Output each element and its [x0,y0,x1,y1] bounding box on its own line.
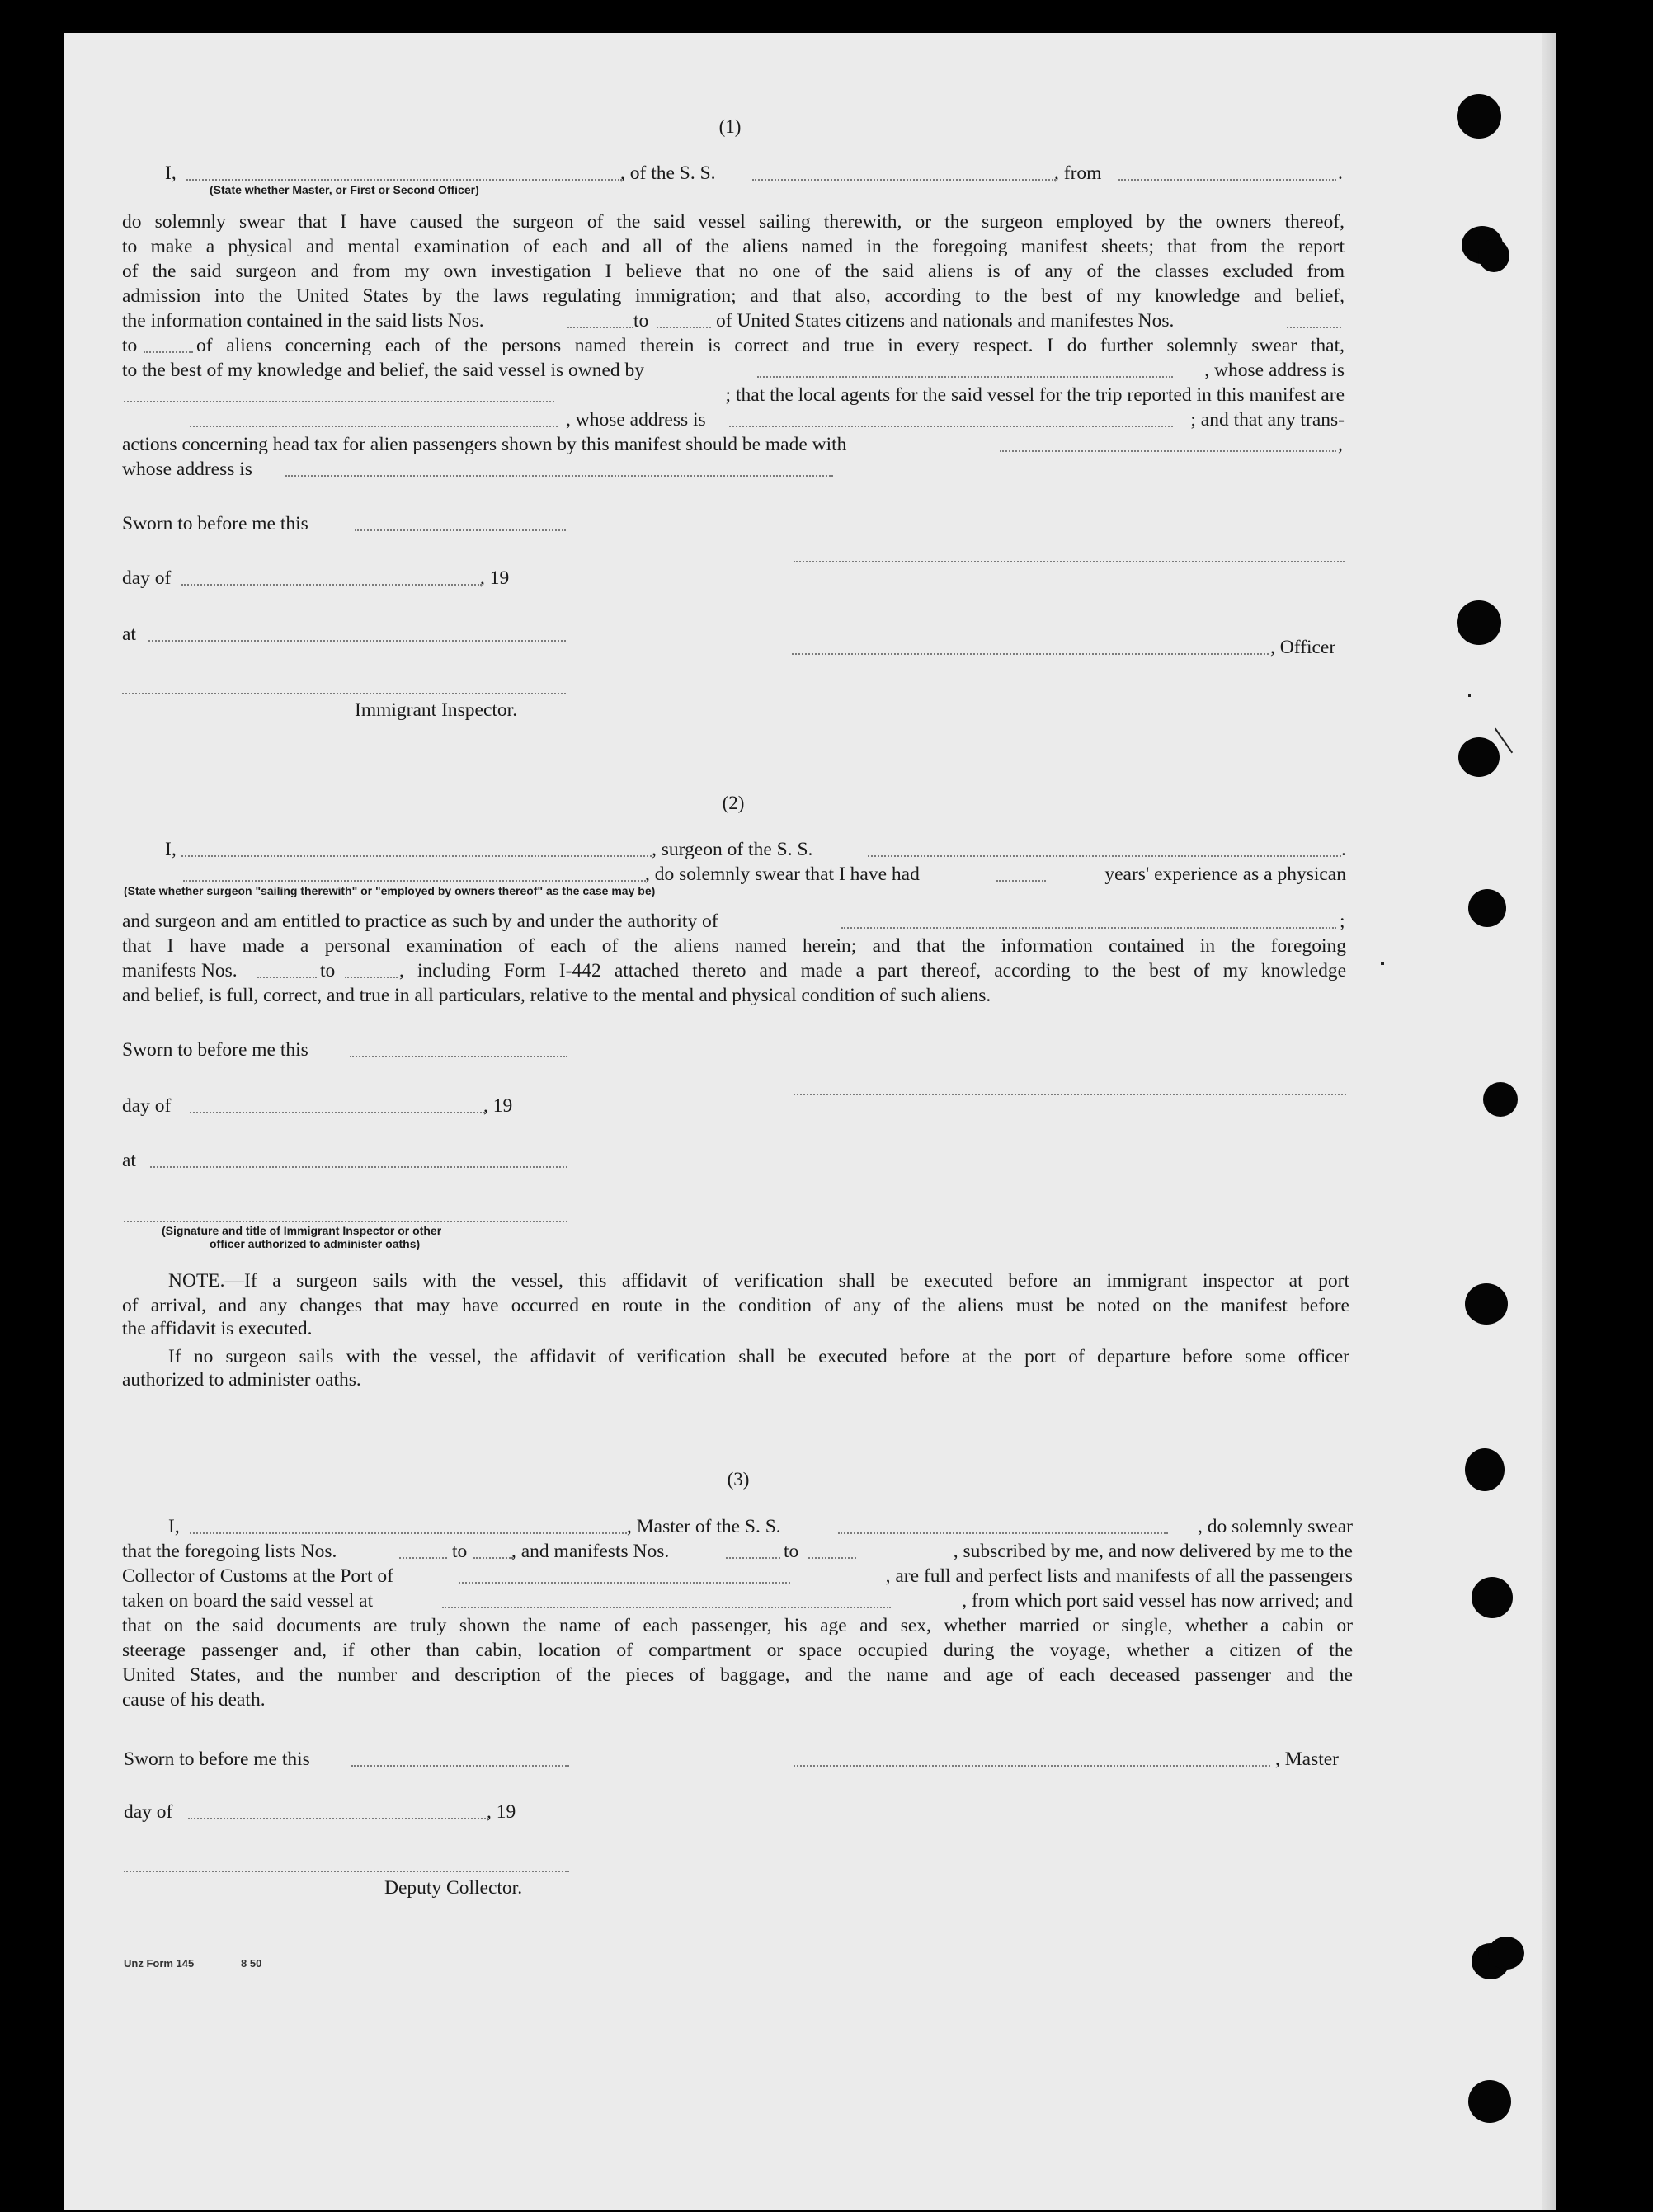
authority-field[interactable] [841,927,1336,929]
to-label: to [320,960,336,981]
boarding-label: taken on board the said vessel at [122,1590,374,1612]
swear-label: , do solemnly swear [1198,1516,1353,1537]
sworn-label: Sworn to before me this [122,1039,308,1061]
note-line: authorized to administer oaths. [122,1369,361,1391]
sworn-day-field[interactable] [350,1056,567,1057]
scan-mark [1381,962,1384,965]
port-label: Collector of Customs at the Port of [122,1565,393,1587]
collector-signature-line[interactable] [124,1871,569,1872]
manifests-to-field[interactable] [808,1557,856,1559]
day-of-label: day of [122,1095,172,1117]
subscribed-label: , subscribed by me, and now delivered by me to the [953,1541,1353,1562]
authority-label: and surgeon and am entitled to practice as such by and under the authority of [122,911,718,932]
agents-address-label: , whose address is [566,409,706,431]
month-field[interactable] [181,584,482,586]
punch-hole [1488,1937,1524,1970]
agents-label: ; that the local agents for the said vessel for the trip reported in this manifest are [725,384,1345,406]
head-tax-label: actions concerning head tax for alien passengers shown by this manifest should be made with [122,434,847,455]
manifests-label: manifests Nos. [122,960,238,981]
citizens-label: of United States citizens and nationals and manifestes Nos. [716,310,1175,332]
day-of-label: day of [124,1801,173,1823]
paragraph-line: cause of his death. [122,1689,266,1711]
page-edge [1542,33,1556,2210]
paragraph-line: admission into the United States by the laws regulating immigration; and that also, according to the best of my knowledge and belief, [122,285,1345,307]
month-field[interactable] [190,1112,485,1113]
contact-address-label: whose address is [122,459,252,480]
surgeon-signature-line[interactable] [794,1094,1346,1095]
paragraph-line: that I have made a personal examination of each of the aliens named herein; and that the information contained in the foregoing [122,935,1346,957]
year-label: , 19 [480,567,510,589]
master-signature-line[interactable] [794,1765,1270,1767]
owner-address-field[interactable] [124,401,554,402]
punch-hole [1468,2080,1511,2123]
paragraph-line: to make a physical and mental examination of each and all of the aliens named in the foregoing manifest sheets; that from the report [122,236,1345,257]
month-field[interactable] [188,1818,488,1819]
manifests-from-field[interactable] [1287,327,1341,328]
note-line: the affidavit is executed. [122,1318,313,1339]
transactions-label: ; and that any trans- [1190,409,1345,431]
years-experience-field[interactable] [996,880,1046,882]
ship-name-field[interactable] [752,179,1056,181]
section-number: (2) [722,793,745,813]
section-number: (1) [718,116,742,137]
officer-instruction-note: (State whether Master, or First or Second Officer) [210,183,479,196]
place-field[interactable] [148,640,566,642]
agents-address-field[interactable] [729,426,1173,427]
paragraph-line: , including Form I-442 attached thereto and made a part thereof, according to the best of my knowledge [399,960,1346,981]
paragraph-line: United States, and the number and description of the pieces of baggage, and the name and age of each deceased passenger and the [122,1664,1353,1686]
sworn-day-field[interactable] [351,1765,569,1767]
departure-port-field[interactable] [1118,179,1336,181]
lists-to-field[interactable] [657,327,711,328]
sworn-label: Sworn to before me this [124,1748,310,1770]
paragraph-line: and belief, is full, correct, and true in all particulars, relative to the mental and physical condition of such aliens. [122,985,991,1006]
lists-from-field[interactable] [567,327,633,328]
punch-hole [1468,889,1506,927]
lists-label: the information contained in the said lists Nos. [122,310,484,332]
master-label: , Master [1275,1748,1340,1770]
from-label: , from [1054,162,1102,184]
officer-label: , Officer [1270,637,1336,658]
surgeon-instruction-note: (State whether surgeon "sailing therewith" or "employed by owners thereof" as the case may be) [124,884,656,897]
paragraph-line: do solemnly swear that I have caused the surgeon of the said vessel sailing therewith, or the surgeon employed by the owners thereof, [122,211,1345,233]
punctuation: , [1338,434,1343,455]
to-label: to [633,310,649,332]
master-ship-field[interactable] [838,1532,1168,1534]
paragraph-line: that on the said documents are truly shown the name of each passenger, his age and sex, whether married or single, whether a cabin or [122,1615,1353,1636]
punctuation: . [1338,162,1343,184]
punctuation: . [1341,839,1346,860]
signature-note: (Signature and title of Immigrant Inspector or other [162,1224,442,1237]
punch-hole [1458,737,1500,777]
to-label: to [452,1541,468,1562]
lists-statement: , are full and perfect lists and manifests of all the passengers [885,1565,1353,1587]
owner-address-label: , whose address is [1204,360,1345,381]
manifests-to-field[interactable] [144,351,193,353]
manifests-from-field[interactable] [257,977,317,978]
signature-note: officer authorized to administer oaths) [210,1237,421,1250]
master-ship-label: , Master of the S. S. [627,1516,781,1537]
oath-intro: I, [168,1516,180,1537]
owner-field[interactable] [757,376,1173,378]
sworn-label: Sworn to before me this [122,513,308,534]
inspector-signature-line[interactable] [124,1221,567,1222]
lists-to-field[interactable] [473,1557,513,1559]
manifests-to-field[interactable] [345,977,398,978]
lists-label: that the foregoing lists Nos. [122,1541,337,1562]
at-label: at [122,624,136,645]
year-label: , 19 [487,1801,516,1823]
punctuation: ; [1340,911,1345,932]
manifests-label: , and manifests Nos. [511,1541,670,1562]
officer-name-field[interactable] [186,179,622,181]
manifests-from-field[interactable] [726,1557,780,1559]
note-line: NOTE.—If a surgeon sails with the vessel, this affidavit of verification shall be executed before an immigrant inspector at port [168,1270,1349,1292]
port-field[interactable] [459,1582,790,1584]
oath-intro: I, [165,839,177,860]
at-label: at [122,1150,136,1171]
owner-label: to the best of my knowledge and belief, the said vessel is owned by [122,360,645,381]
punch-hole [1457,94,1501,139]
head-tax-contact-field[interactable] [1000,450,1336,452]
year-label: , 19 [483,1095,513,1117]
surgeon-ship-field[interactable] [868,855,1341,857]
officer-title-field[interactable] [792,653,1269,655]
collector-label: Deputy Collector. [384,1877,523,1899]
surgeon-ship-label: , surgeon of the S. S. [652,839,813,860]
paragraph-line: of aliens concerning each of the persons named therein is correct and true in every respect. I do further solemnly swear that, [196,335,1345,356]
note-line: of arrival, and any changes that may have occurred en route in the condition of any of the aliens must be noted on the manifest before [122,1295,1349,1316]
officer-signature-line[interactable] [794,561,1345,562]
punch-hole [1472,1577,1513,1618]
master-name-field[interactable] [190,1532,627,1534]
to-label: to [784,1541,799,1562]
boarding-port-field[interactable] [442,1607,891,1608]
punch-hole [1465,1283,1508,1325]
place-field[interactable] [150,1166,567,1168]
punch-hole [1483,1082,1518,1117]
experience-label: , do solemnly swear that I have had [645,864,920,885]
physician-label: years' experience as a physican [1104,864,1346,885]
note-line: If no surgeon sails with the vessel, the affidavit of verification shall be executed before at the port of departure before some officer [168,1346,1349,1367]
ship-label: , of the S. S. [620,162,716,184]
surgeon-name-field[interactable] [181,855,652,857]
to-label: to [122,335,138,356]
form-number: Unz Form 145 [124,1957,195,1970]
paragraph-line: of the said surgeon and from my own investigation I believe that no one of the said aliens is of any of the classes excluded from [122,261,1345,282]
scan-mark [1468,694,1471,697]
paragraph-line: steerage passenger and, if other than cabin, location of compartment or space occupied during the voyage, whether a citizen of the [122,1640,1353,1661]
punch-hole [1457,600,1501,645]
sworn-day-field[interactable] [355,529,566,531]
oath-intro: I, [165,162,177,184]
punch-hole [1465,1448,1505,1491]
inspector-label: Immigrant Inspector. [355,699,518,721]
day-of-label: day of [122,567,172,589]
form-code: 8 50 [241,1957,262,1970]
punch-hole [1478,239,1509,272]
lists-from-field[interactable] [399,1557,447,1559]
contact-address-field[interactable] [285,475,833,477]
arrival-statement: , from which port said vessel has now arrived; and [962,1590,1353,1612]
inspector-signature-line[interactable] [122,693,566,694]
section-number: (3) [727,1469,750,1490]
surgeon-status-field[interactable] [183,880,648,882]
agents-field[interactable] [190,426,558,427]
